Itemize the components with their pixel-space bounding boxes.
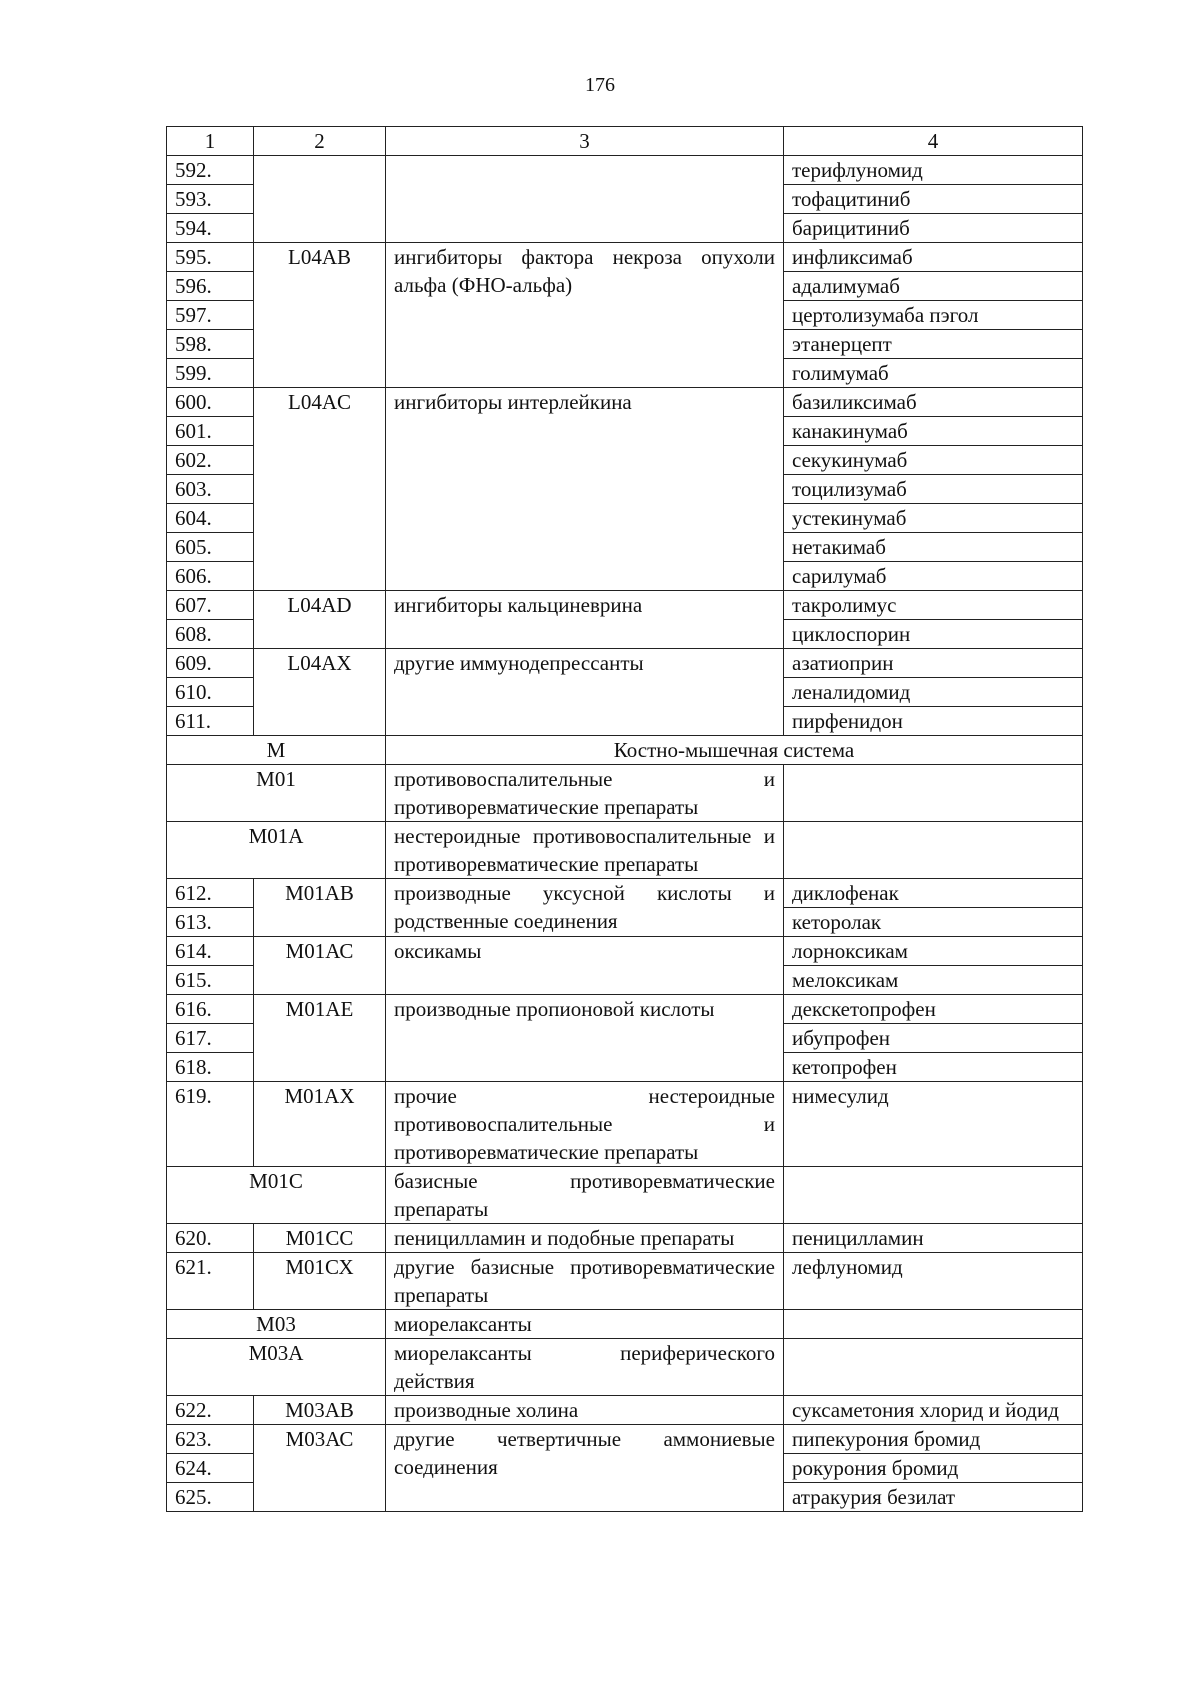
row-number: 616. — [167, 995, 254, 1024]
table-row — [167, 1082, 1083, 1167]
group-name: миорелаксанты — [386, 1310, 784, 1339]
row-number: 604. — [167, 504, 254, 533]
group-name: ингибиторы кальциневрина — [386, 591, 784, 649]
atc-code: L04AB — [254, 243, 386, 388]
group-name: противовоспалительные и противоревматические препараты — [386, 765, 784, 822]
row-number: 593. — [167, 185, 254, 214]
group-name-cell — [386, 156, 784, 243]
header-row — [167, 127, 1083, 156]
drug-name: нетакимаб — [784, 533, 1083, 562]
drug-name: базиликсимаб — [784, 388, 1083, 417]
group-row — [167, 822, 1083, 879]
row-number: 594. — [167, 214, 254, 243]
group-name: миорелаксанты периферического действия — [386, 1339, 784, 1396]
drug-name: нимесулид — [784, 1082, 1083, 1167]
atc-code: L04AC — [254, 388, 386, 591]
drug-name: пирфенидон — [784, 707, 1083, 736]
drug-name — [784, 765, 1083, 822]
atc-code: L04AX — [254, 649, 386, 736]
group-name: производные холина — [386, 1396, 784, 1425]
group-name: производные уксусной кислоты и родственные соединения — [386, 879, 784, 937]
row-number: 625. — [167, 1483, 254, 1512]
table-row — [167, 1253, 1083, 1310]
drug-name: декскетопрофен — [784, 995, 1083, 1024]
group-name: ингибиторы интерлейкина — [386, 388, 784, 591]
drug-name: леналидомид — [784, 678, 1083, 707]
row-number: 595. — [167, 243, 254, 272]
row-number: 606. — [167, 562, 254, 591]
drug-name: такролимус — [784, 591, 1083, 620]
atc-code: М03АВ — [254, 1396, 386, 1425]
group-name: производные пропионовой кислоты — [386, 995, 784, 1082]
group-row — [167, 765, 1083, 822]
drug-name: этанерцепт — [784, 330, 1083, 359]
row-number: 607. — [167, 591, 254, 620]
group-name: нестероидные противовоспалительные и противоревматические препараты — [386, 822, 784, 879]
table-row — [167, 591, 1083, 620]
atc-code: М01СХ — [254, 1253, 386, 1310]
atc-code: М01АС — [254, 937, 386, 995]
drug-name — [784, 1339, 1083, 1396]
table-row — [167, 156, 1083, 185]
table-row — [167, 1425, 1083, 1454]
atc-code: М01АЕ — [254, 995, 386, 1082]
row-number: 613. — [167, 908, 254, 937]
drug-name: цертолизумаба пэгол — [784, 301, 1083, 330]
group-name: базисные противоревматические препараты — [386, 1167, 784, 1224]
atc-code: М03 — [167, 1310, 386, 1339]
group-name: пеницилламин и подобные препараты — [386, 1224, 784, 1253]
drug-name — [784, 822, 1083, 879]
drug-name — [784, 1167, 1083, 1224]
drug-name: суксаметония хлорид и йодид — [784, 1396, 1083, 1425]
drug-name: секукинумаб — [784, 446, 1083, 475]
drug-name: лорноксикам — [784, 937, 1083, 966]
row-number: 621. — [167, 1253, 254, 1310]
table-row — [167, 388, 1083, 417]
row-number: 603. — [167, 475, 254, 504]
row-number: 622. — [167, 1396, 254, 1425]
drug-name: циклоспорин — [784, 620, 1083, 649]
drug-name: атракурия безилат — [784, 1483, 1083, 1512]
row-number: 609. — [167, 649, 254, 678]
table-row — [167, 243, 1083, 272]
atc-code: М03А — [167, 1339, 386, 1396]
row-number: 601. — [167, 417, 254, 446]
group-name: оксикамы — [386, 937, 784, 995]
atc-code: L04AD — [254, 591, 386, 649]
atc-code: М03АС — [254, 1425, 386, 1512]
atc-code: М01 — [167, 765, 386, 822]
group-name: ингибиторы фактора некроза опухоли альфа (ФНО-альфа) — [386, 243, 784, 388]
drug-name: тофацитиниб — [784, 185, 1083, 214]
group-name: другие базисные противоревматические препараты — [386, 1253, 784, 1310]
row-number: 597. — [167, 301, 254, 330]
row-number: 598. — [167, 330, 254, 359]
row-number: 623. — [167, 1425, 254, 1454]
row-number: 596. — [167, 272, 254, 301]
drug-name: ибупрофен — [784, 1024, 1083, 1053]
section-code: М — [167, 736, 386, 765]
atc-code: М01АВ — [254, 879, 386, 937]
column-header: 4 — [784, 127, 1083, 156]
drug-name: мелоксикам — [784, 966, 1083, 995]
row-number: 599. — [167, 359, 254, 388]
row-number: 605. — [167, 533, 254, 562]
group-name: другие иммунодепрессанты — [386, 649, 784, 736]
table-row — [167, 879, 1083, 908]
column-header: 1 — [167, 127, 254, 156]
row-number: 600. — [167, 388, 254, 417]
table-row — [167, 1224, 1083, 1253]
row-number: 612. — [167, 879, 254, 908]
drug-name: барицитиниб — [784, 214, 1083, 243]
drug-name: тоцилизумаб — [784, 475, 1083, 504]
page-number: 176 — [585, 74, 615, 96]
row-number: 611. — [167, 707, 254, 736]
drug-table — [166, 126, 1083, 1512]
group-name: прочие нестероидные противовоспалительные и противоревматические препараты — [386, 1082, 784, 1167]
drug-name: азатиоприн — [784, 649, 1083, 678]
atc-code: М01СС — [254, 1224, 386, 1253]
drug-name: адалимумаб — [784, 272, 1083, 301]
row-number: 618. — [167, 1053, 254, 1082]
atc-code-cell — [254, 156, 386, 243]
row-number: 592. — [167, 156, 254, 185]
group-name: другие четвертичные аммониевые соединения — [386, 1425, 784, 1512]
row-number: 610. — [167, 678, 254, 707]
row-number: 614. — [167, 937, 254, 966]
atc-code: М01АХ — [254, 1082, 386, 1167]
drug-name: инфликсимаб — [784, 243, 1083, 272]
drug-name: голимумаб — [784, 359, 1083, 388]
column-header: 3 — [386, 127, 784, 156]
drug-name: терифлуномид — [784, 156, 1083, 185]
section-row — [167, 736, 1083, 765]
atc-code: М01А — [167, 822, 386, 879]
row-number: 608. — [167, 620, 254, 649]
row-number: 624. — [167, 1454, 254, 1483]
drug-name: рокурония бромид — [784, 1454, 1083, 1483]
row-number: 617. — [167, 1024, 254, 1053]
drug-name: устекинумаб — [784, 504, 1083, 533]
drug-name: диклофенак — [784, 879, 1083, 908]
drug-name: пипекурония бромид — [784, 1425, 1083, 1454]
table-row — [167, 649, 1083, 678]
drug-name: лефлуномид — [784, 1253, 1083, 1310]
drug-name: канакинумаб — [784, 417, 1083, 446]
row-number: 620. — [167, 1224, 254, 1253]
row-number: 619. — [167, 1082, 254, 1167]
section-title: Костно-мышечная система — [386, 736, 1083, 765]
row-number: 602. — [167, 446, 254, 475]
drug-name: кетопрофен — [784, 1053, 1083, 1082]
group-row — [167, 1339, 1083, 1396]
row-number: 615. — [167, 966, 254, 995]
drug-name: сарилумаб — [784, 562, 1083, 591]
drug-name — [784, 1310, 1083, 1339]
drug-name: пеницилламин — [784, 1224, 1083, 1253]
table-row — [167, 937, 1083, 966]
table-row — [167, 1396, 1083, 1425]
table-row — [167, 995, 1083, 1024]
group-row — [167, 1167, 1083, 1224]
drug-name: кеторолак — [784, 908, 1083, 937]
group-row — [167, 1310, 1083, 1339]
atc-code: М01С — [167, 1167, 386, 1224]
column-header: 2 — [254, 127, 386, 156]
